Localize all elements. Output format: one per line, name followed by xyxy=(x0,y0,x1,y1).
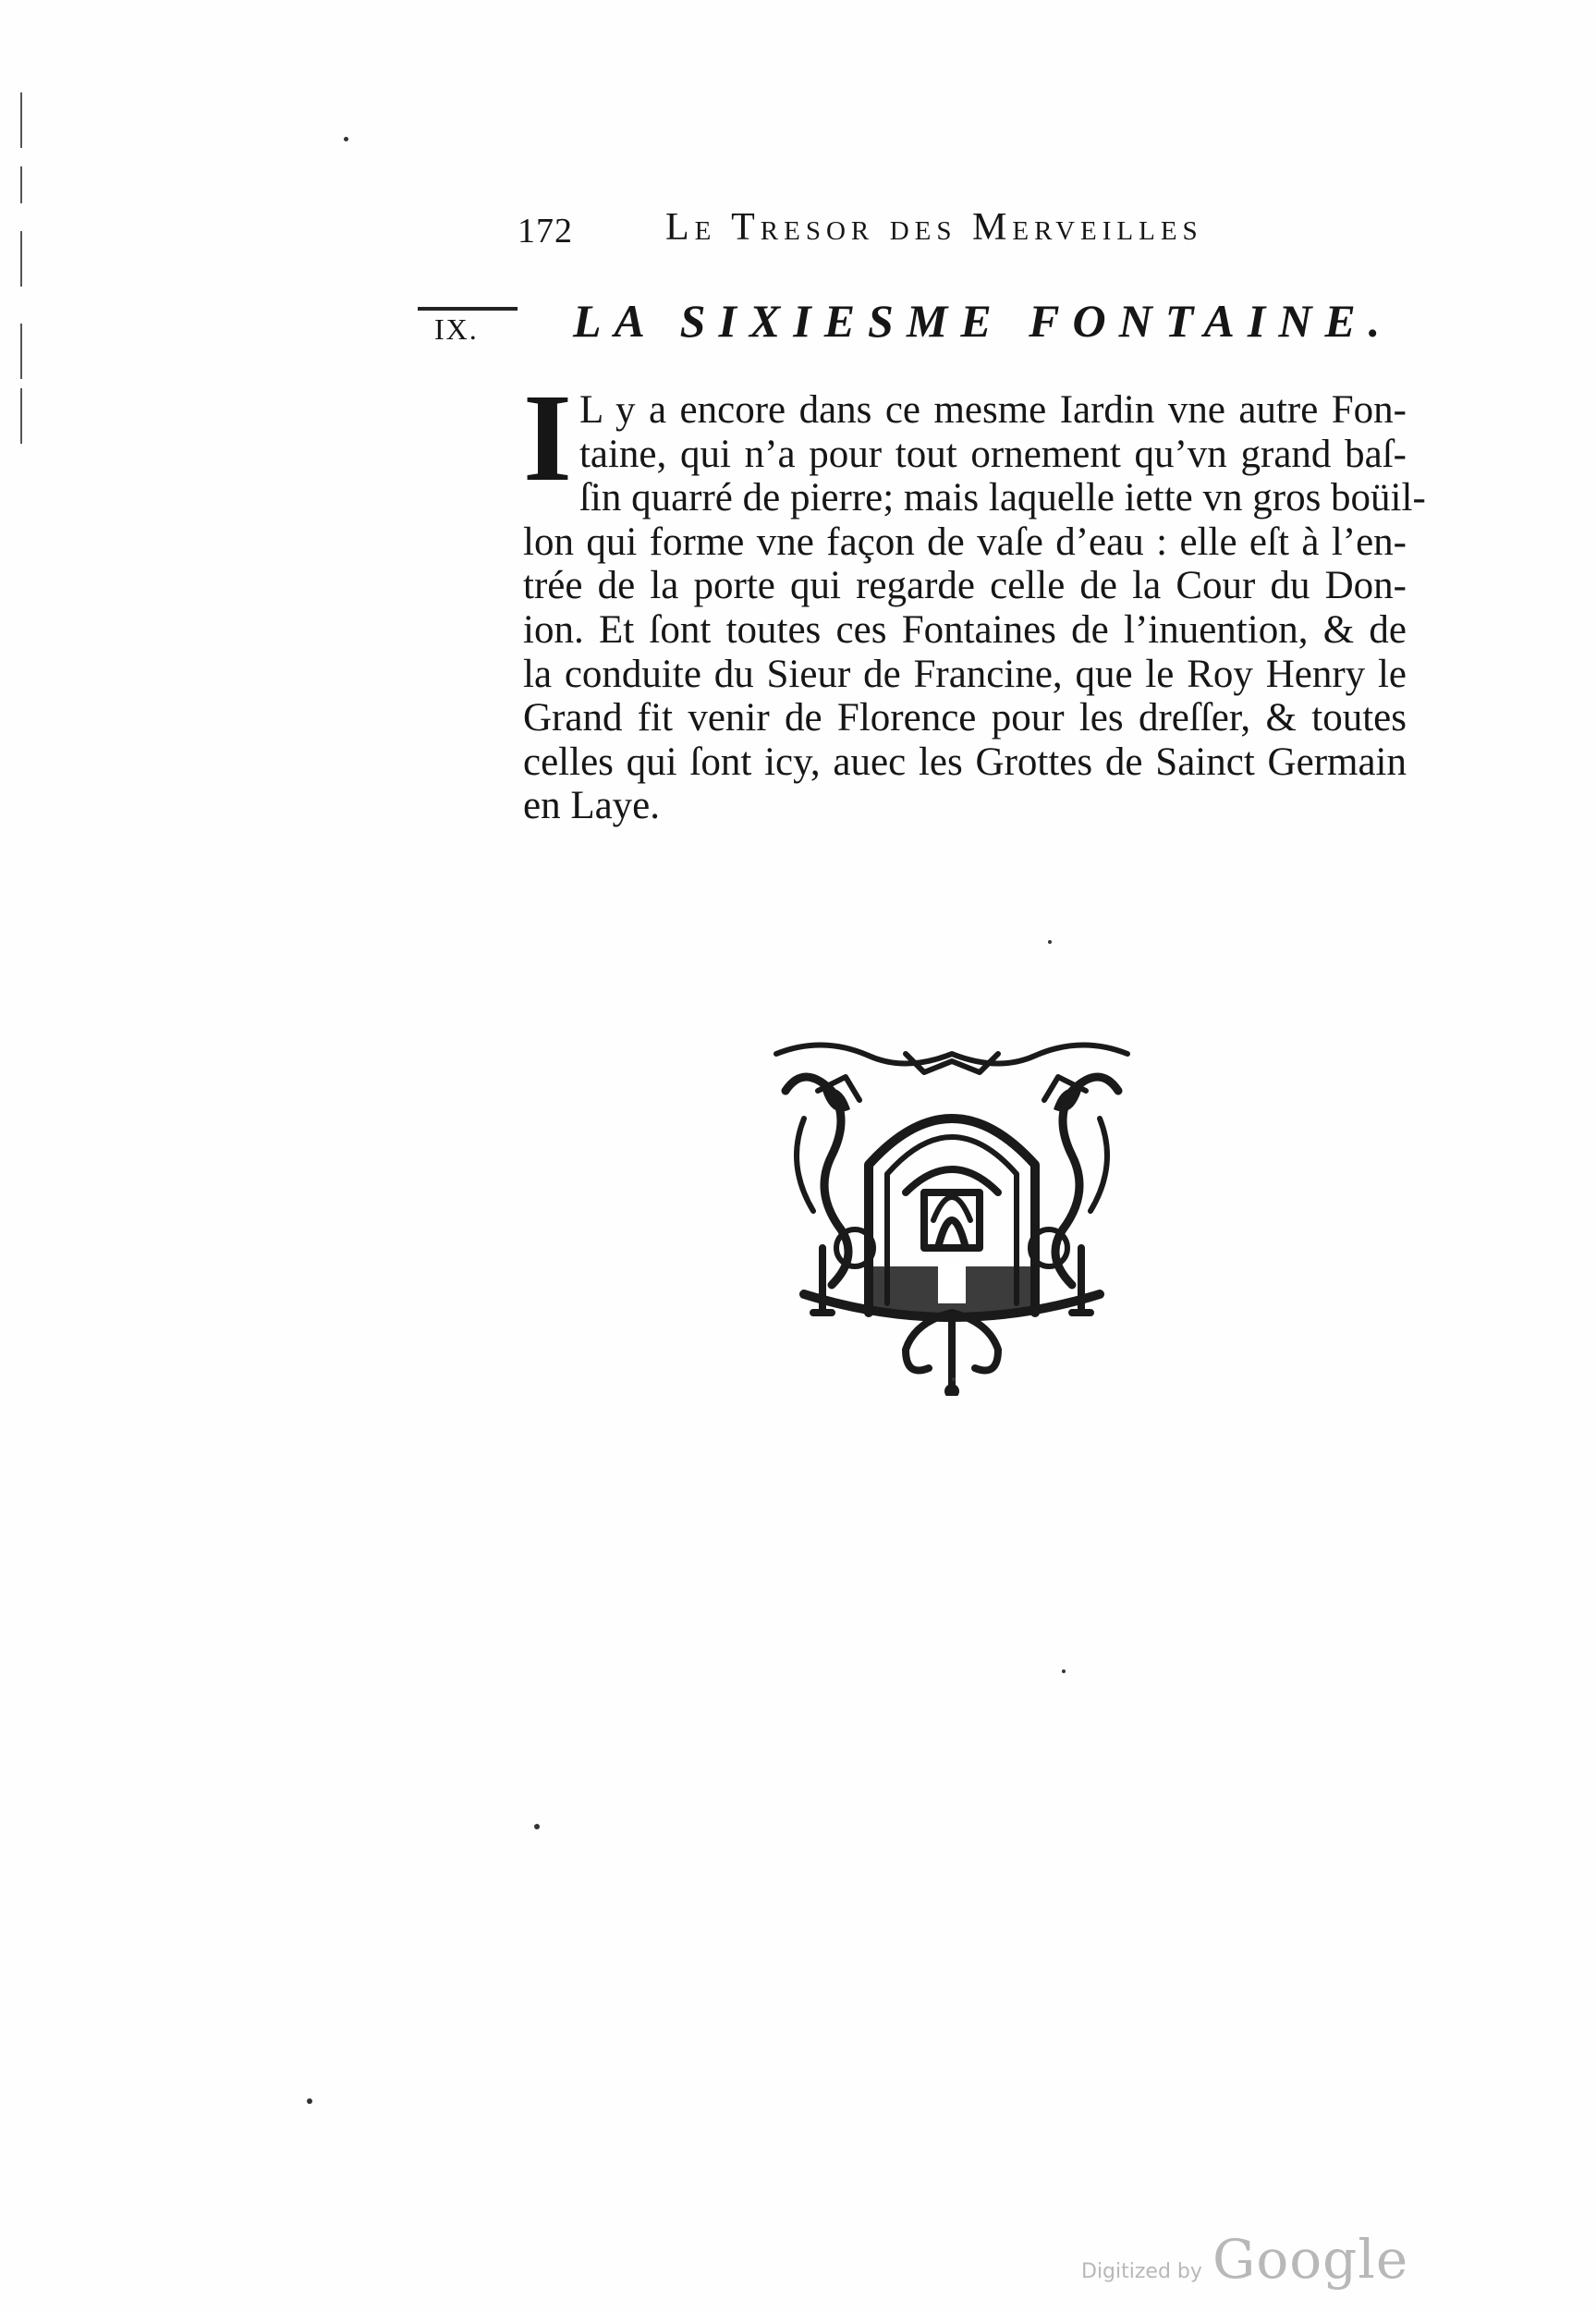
text-line: ſin quarré de pierre; mais laquelle iette vn gros boüil- xyxy=(579,476,1426,520)
section-heading: LA SIXIESME FONTAINE. xyxy=(573,295,1394,347)
scan-speck xyxy=(534,1824,540,1829)
drop-cap: I xyxy=(523,369,572,507)
digitized-by-google-watermark xyxy=(1081,2228,1409,2291)
text-line: la conduite du Sieur de Francine, que le Roy Henry le xyxy=(523,652,1407,696)
text-line: taine, qui n’a pour tout ornement qu’vn grand baſ- xyxy=(579,432,1407,476)
text-line: celles qui ſont icy, auec les Grottes de Sainct Germain xyxy=(523,740,1407,784)
text-line: en Laye. xyxy=(523,784,661,828)
watermark-prefix: Digitized by xyxy=(1081,2260,1202,2283)
running-title: Le Tresor des Merveilles xyxy=(665,206,1203,249)
page-number: 172 xyxy=(518,212,573,251)
scan-speck xyxy=(1062,1669,1066,1673)
woodcut-ornament-fountain-icon xyxy=(767,1035,1137,1396)
body-text xyxy=(523,369,1426,828)
text-line: trée de la porte qui regarde celle de la Cour du Don- xyxy=(523,564,1407,608)
scan-speck xyxy=(952,1377,956,1381)
scan-speck xyxy=(344,137,348,141)
margin-mark xyxy=(20,92,22,148)
google-logo: Google xyxy=(1212,2228,1409,2291)
margin-mark xyxy=(20,166,22,203)
scan-speck xyxy=(1048,940,1052,944)
text-line: L y a encore dans ce mesme Iardin vne autre Fon- xyxy=(579,388,1407,432)
margin-mark xyxy=(20,324,22,379)
side-note: IX. xyxy=(434,312,479,346)
margin-mark xyxy=(20,388,22,444)
text-line: ion. Et ſont toutes ces Fontaines de l’inuention, & de xyxy=(523,607,1407,652)
side-note-rule xyxy=(418,307,518,311)
margin-mark xyxy=(20,231,22,287)
running-head xyxy=(518,205,1312,261)
text-line: lon qui forme vne façon de vaſe d’eau : elle eſt à l’en- xyxy=(523,520,1407,564)
text-line: Grand fit venir de Florence pour les dreſſer, & toutes xyxy=(523,696,1407,740)
scan-speck xyxy=(307,2098,312,2104)
